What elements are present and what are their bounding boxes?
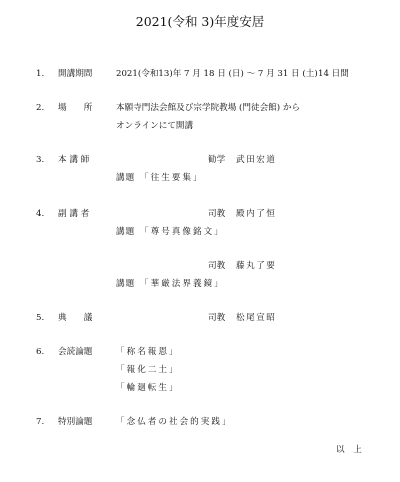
- document-title: 2021(令和 3)年度安居: [135, 14, 265, 29]
- speaker-topic-label: 講題: [116, 279, 136, 289]
- speaker-name: 殿内了恒: [236, 209, 277, 219]
- item-label-special-topic: 特別論題: [58, 417, 93, 427]
- speaker-rank: 司教: [208, 209, 226, 219]
- speaker-rank: 司教: [208, 261, 226, 271]
- item-number: 2.: [36, 103, 45, 113]
- special-topic: 「念仏者の社会的実践」: [116, 417, 233, 427]
- moderator-rank: 司教: [208, 313, 226, 323]
- speaker-topic: 「尊号真像銘文」: [140, 227, 225, 237]
- item-label-venue: 場 所: [58, 103, 93, 113]
- period-dates: 2021(令和13)年 7 月 18 日 (日) 〜 7 月 31 日 (土): [116, 69, 318, 79]
- venue-line-1: 本願寺門法会館及び宗学院教場 (門徒会館) から: [116, 103, 301, 113]
- lecture-topic: 「往生要集」: [140, 173, 204, 183]
- item-number: 1.: [36, 69, 45, 79]
- period-duration: 14 日間: [318, 69, 349, 79]
- moderator-name: 松尾宣昭: [236, 313, 277, 323]
- item-label-moderator: 典 議: [58, 313, 93, 323]
- item-number: 4.: [36, 209, 45, 219]
- closing-mark: 以 上: [336, 445, 362, 455]
- lecture-topic-label: 講題: [116, 173, 136, 183]
- reading-topic: 「報化二土」: [116, 365, 180, 375]
- lecturer-rank: 勧学: [208, 155, 226, 165]
- venue-line-2: オンラインにて開講: [116, 121, 194, 131]
- item-number: 5.: [36, 313, 45, 323]
- speaker-name: 藤丸了要: [236, 261, 277, 271]
- item-label-period: 開講期間: [58, 69, 93, 79]
- reading-topic: 「輪廻転生」: [116, 383, 180, 393]
- item-label-main-lecturer: 本 講 師: [58, 155, 90, 165]
- item-label-assistant-lecturers: 副 講 者: [58, 209, 90, 219]
- lecturer-name: 武田宏道: [236, 155, 277, 165]
- item-number: 7.: [36, 417, 45, 427]
- reading-topic: 「称名報恩」: [116, 347, 180, 357]
- speaker-topic-label: 講題: [116, 227, 136, 237]
- speaker-topic: 「華厳法界義鏡」: [140, 279, 225, 289]
- item-number: 6.: [36, 347, 45, 357]
- item-number: 3.: [36, 155, 45, 165]
- item-label-reading-topics: 会読論題: [58, 347, 93, 357]
